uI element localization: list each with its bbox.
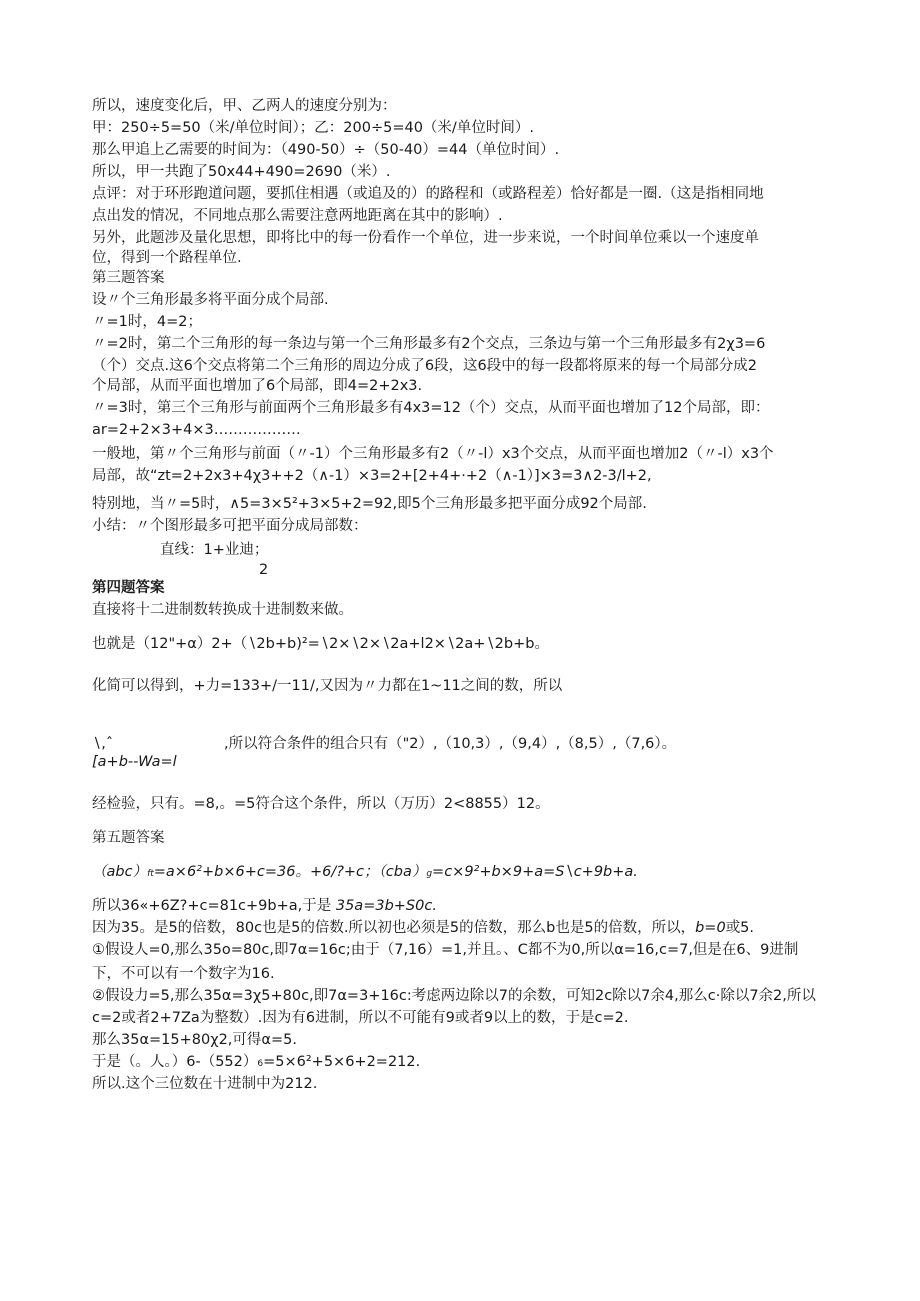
text-line: 所以.这个三位数在十进制中为212.: [92, 1076, 318, 1092]
text-line: c=2或者2+7Za为整数）.因为有6进制，所以不可能有9或者9以上的数，于是c=2.: [92, 1010, 629, 1026]
text-line: 〃=1时，4=2；: [92, 314, 202, 330]
text-line: ,所以符合条件的组合只有（"2）,（10,3）,（9,4）,（8,5）,（7,6）。: [224, 736, 677, 752]
text-part: 所以36«+6Z?+c=81c+9b+a,于是: [92, 898, 332, 914]
text-line: [92, 896, 437, 916]
section-heading: 第四题答案: [92, 580, 165, 596]
section-heading: 第五题答案: [92, 830, 165, 846]
text-line: 所以，速度变化后，甲、乙两人的速度分别为：: [92, 98, 397, 114]
text-line: 个局部，从而平面也增加了6个局部，即4=2+2x3.: [92, 378, 423, 394]
formula-part: =a×6²+b×6+c=36。+6/?+c；（cba）: [153, 864, 427, 880]
subscript: g: [426, 869, 433, 879]
text-line: ①假设人=0,那么35o=80c,即7α=16c;由于（7,16）=1,并且。、C都不为0,所以α=16,c=7,但是在6、9进制: [92, 942, 799, 958]
text-line: 化简可以得到，+力=133+/一11/,又因为〃力都在1~11之间的数，所以: [92, 678, 563, 694]
text-line: [92, 1052, 420, 1074]
text-line: 点评：对于环形跑道问题，要抓住相遇（或追及的）的路程和（或路程差）恰好都是一圈.（这是指相同地: [92, 186, 764, 202]
text-line: 一般地，第〃个三角形与前面（〃-1）个三角形最多有2（〃-l）x3个交点，从而平面也增加2（〃-l）x3个: [92, 446, 774, 462]
text-line: 另外，此题涉及量化思想，即将比中的每一份看作一个单位，进一步来说，一个时间单位乘以一个速度单: [92, 230, 759, 246]
text-line: 直接将十二进制数转换成十进制数来做。: [92, 602, 353, 618]
text-part: 因为35。是5的倍数，80c也是5的倍数.所以初也必须是5的倍数，那么b也是5的倍数，所以，: [92, 920, 696, 936]
section-heading: 第三题答案: [92, 270, 165, 286]
text-line: 〃=2时，第二个三角形的每一条边与第一个三角形最多有2个交点，三条边与第一个三角形最多有2χ3=6: [92, 336, 766, 352]
brace-symbol: ∖,ˆ: [92, 736, 114, 752]
fraction-denominator: 2: [259, 562, 269, 578]
text-line: 经检验，只有。=8,。=5符合这个条件，所以（万历）2<8855）12。: [92, 796, 550, 812]
text-line: 所以，甲一共跑了50x44+490=2690（米）.: [92, 164, 391, 180]
formula-line: 也就是（12"+α）2+（∖2b+b)²=∖2×∖2×∖2a+l2×∖2a+∖2b+b。: [92, 636, 549, 652]
formula-line: [92, 862, 638, 884]
formula-line: [a+b--Wa=l: [92, 754, 177, 770]
text-line: 下，不可以有一个数字为16.: [92, 966, 275, 982]
text-line: 甲：250÷5=50（米/单位时间）；乙：200÷5=40（米/单位时间）.: [92, 120, 534, 136]
formula-part: （abc）: [92, 864, 148, 880]
text-line: 〃=3时，第三个三角形与前面两个三角形最多有4x3=12（个）交点，从而平面也增加了12个局部，即：: [92, 400, 770, 416]
text-line: 设〃个三角形最多将平面分成个局部.: [92, 292, 329, 308]
text-line: 局部，故“zt=2+2x3+4χ3++2（∧-1）×3=2+[2+4+·+2（∧-1）]×3=3∧2-3∕l+2,: [92, 468, 652, 484]
text-part: 于是（。人。）6-（552）: [92, 1054, 258, 1070]
text-line: 位，得到一个路程单位.: [92, 250, 242, 266]
formula-part: b=0: [695, 920, 726, 936]
text-line: [92, 918, 754, 938]
text-line: （个）交点.这6个交点将第二个三角形的周边分成了6段，这6段中的每一段都将原来的每一个局部分成2: [92, 358, 758, 374]
text-line: 点出发的情况，不同地点那么需要注意两地距离在其中的影响）.: [92, 208, 503, 224]
text-part: =5×6²+5×6+2=212.: [263, 1054, 421, 1070]
subscript: ft: [147, 869, 154, 879]
text-line: 直线：1+业迪；: [160, 542, 269, 558]
text-line: 那么甲追上乙需要的时间为：（490-50）÷（50-40）=44（单位时间）.: [92, 142, 560, 158]
formula-part: =c×9²+b×9+a=S∖c+9b+a.: [432, 864, 638, 880]
text-line: ②假设力=5,那么35α=3χ5+80c,即7α=3+16c:考虑两边除以7的余数，可知2c除以7余4,那么c·除以7余2,所以: [92, 988, 816, 1004]
text-line: 小结：〃个图形最多可把平面分成局部数：: [92, 518, 368, 534]
subscript: 6: [257, 1059, 264, 1069]
text-part: 或5.: [725, 920, 755, 936]
text-line: ar=2+2×3+4×3………………: [92, 422, 301, 438]
text-line: 那么35α=15+80χ2,可得α=5.: [92, 1032, 297, 1048]
formula-part: 35a=3b+S0c.: [335, 898, 437, 914]
text-line: 特别地，当〃=5时，∧5=3×5²+3×5+2=92,即5个三角形最多把平面分成92个局部.: [92, 496, 647, 512]
